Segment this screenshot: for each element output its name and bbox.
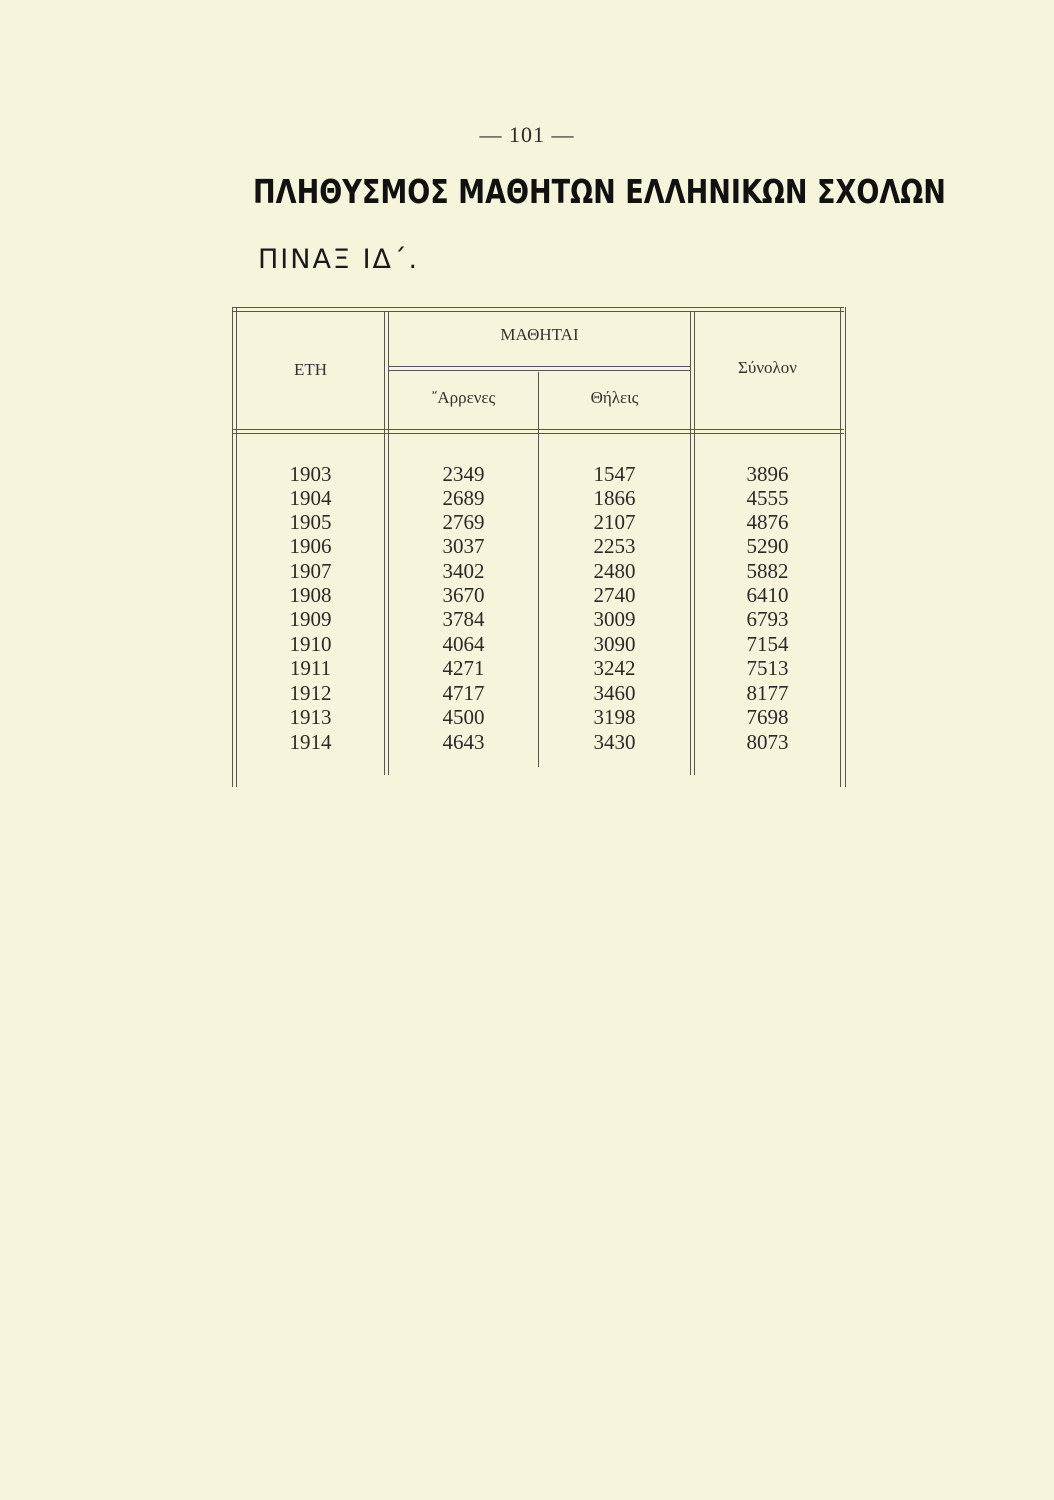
cell-year: 1903 (289, 462, 332, 486)
cell-male: 4271 (442, 656, 485, 680)
cell-year: 1910 (289, 632, 332, 656)
cell-female: 2253 (593, 534, 636, 558)
table-right-border (845, 307, 846, 787)
page-title: ΠΛΗΘΥΣΜΟΣ ΜΑΘΗΤΩΝ ΕΛΛΗΝΙΚΩΝ ΣΧΟΛΩΝ (253, 172, 946, 211)
female-column-border (690, 312, 691, 775)
cell-male: 3670 (442, 583, 485, 607)
cell-year: 1911 (289, 656, 332, 680)
cell-year: 1914 (289, 730, 332, 754)
header-total: Σύνολον (738, 358, 797, 377)
cell-female: 1547 (593, 462, 636, 486)
cell-female: 3198 (593, 705, 636, 729)
table-label: ΠΙΝΑΞ ΙΔ΄. (258, 244, 420, 275)
cell-total: 7513 (746, 656, 789, 680)
header-female: Θήλεις (590, 388, 639, 407)
cell-total: 6410 (746, 583, 789, 607)
cell-year: 1912 (289, 681, 332, 705)
cell-male: 4643 (442, 730, 485, 754)
cell-total: 8177 (746, 681, 789, 705)
cell-total: 6793 (746, 607, 789, 631)
cell-female: 2107 (593, 510, 636, 534)
table-top-rule-inner (232, 311, 844, 312)
cell-female: 3009 (593, 607, 636, 631)
cell-year: 1909 (289, 607, 332, 631)
cell-female: 3430 (593, 730, 636, 754)
cell-total: 5882 (746, 559, 789, 583)
table-top-rule (232, 307, 844, 308)
cell-total: 5290 (746, 534, 789, 558)
years-column-border (384, 312, 385, 775)
cell-female: 3242 (593, 656, 636, 680)
cell-male: 2769 (442, 510, 485, 534)
cell-year: 1906 (289, 534, 332, 558)
page-number: — 101 — (479, 122, 575, 147)
cell-male: 2689 (442, 486, 485, 510)
cell-male: 2349 (442, 462, 485, 486)
cell-male: 3784 (442, 607, 485, 631)
cell-total: 7154 (746, 632, 789, 656)
cell-male: 4500 (442, 705, 485, 729)
cell-female: 1866 (593, 486, 636, 510)
header-students: ΜΑΘΗΤΑΙ (500, 325, 579, 344)
cell-male: 3402 (442, 559, 485, 583)
cell-total: 4555 (746, 486, 789, 510)
cell-female: 2740 (593, 583, 636, 607)
cell-year: 1908 (289, 583, 332, 607)
cell-year: 1913 (289, 705, 332, 729)
header-years: ΕΤΗ (293, 360, 328, 379)
cell-male: 4064 (442, 632, 485, 656)
table-right-border-inner (840, 307, 841, 787)
cell-female: 3460 (593, 681, 636, 705)
cell-total: 4876 (746, 510, 789, 534)
cell-total: 3896 (746, 462, 789, 486)
cell-total: 8073 (746, 730, 789, 754)
cell-male: 4717 (442, 681, 485, 705)
students-header-rule (388, 366, 691, 367)
cell-female: 3090 (593, 632, 636, 656)
cell-year: 1904 (289, 486, 332, 510)
cell-year: 1907 (289, 559, 332, 583)
cell-year: 1905 (289, 510, 332, 534)
table-left-border (232, 307, 233, 787)
cell-female: 2480 (593, 559, 636, 583)
students-header-rule-inner (388, 370, 691, 371)
cell-total: 7698 (746, 705, 789, 729)
cell-male: 3037 (442, 534, 485, 558)
header-male: ῎Αρρενες (431, 388, 496, 407)
